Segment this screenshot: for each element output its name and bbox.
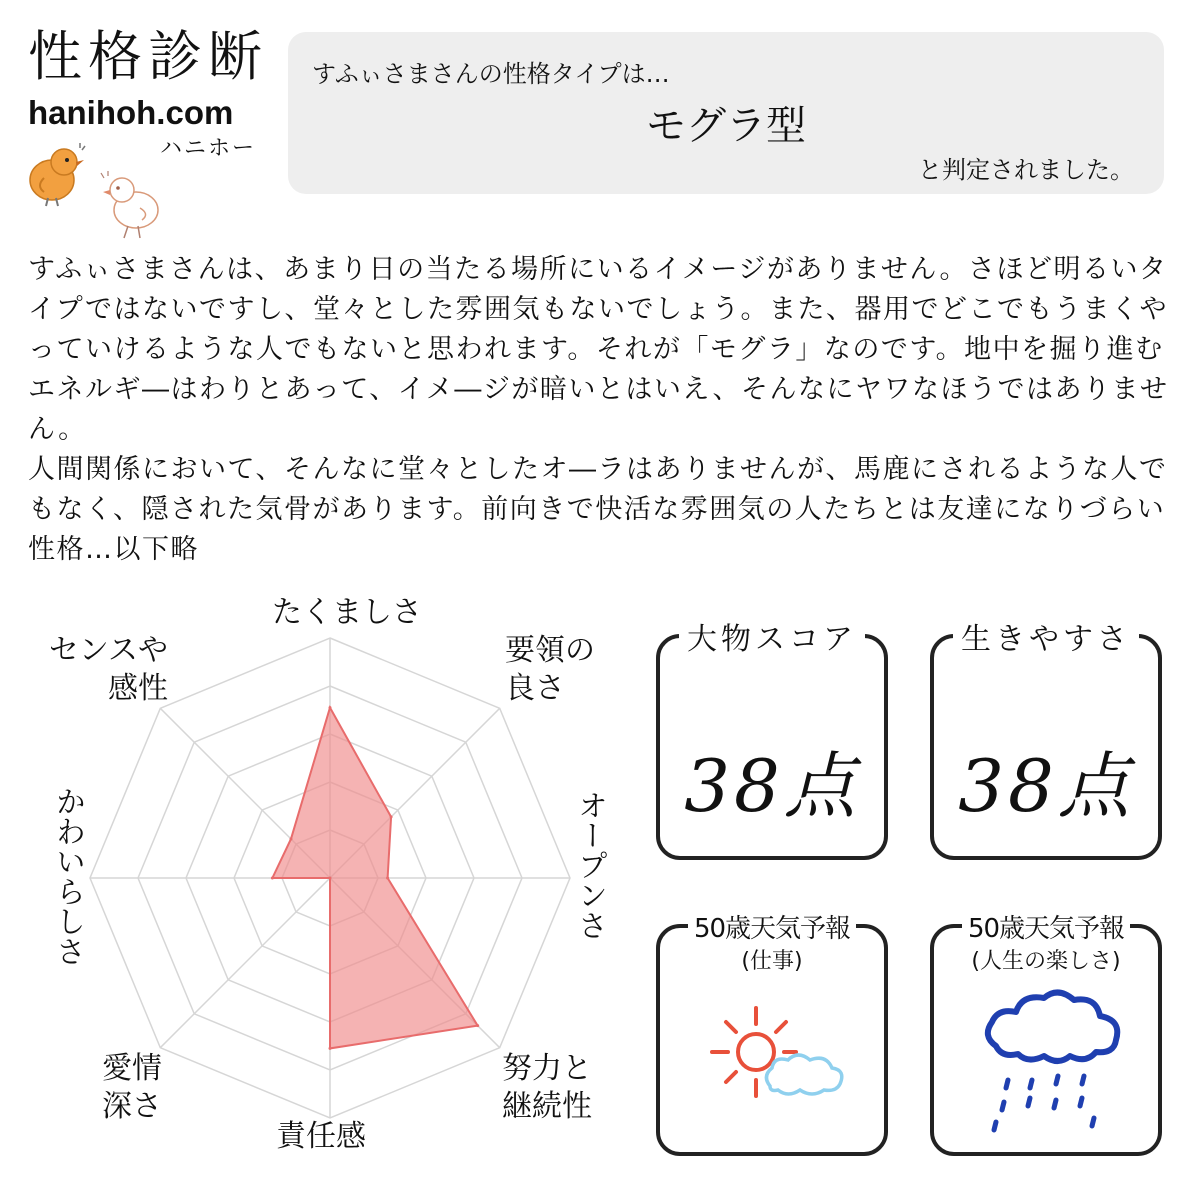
- radar-label-open: オープンさ: [572, 790, 607, 940]
- logo-kana: ハニホー: [160, 136, 257, 161]
- orange-chick-icon: [22, 142, 88, 208]
- radar-label-effort: 努力と継続性: [502, 1051, 592, 1124]
- radar-chart: [0, 590, 640, 1200]
- result-box: [288, 32, 1164, 194]
- radar-data-point: [476, 1024, 479, 1027]
- logo-title: 性格診断: [28, 25, 268, 88]
- radar-data-point: [329, 877, 332, 880]
- omono-score-value: 38点: [684, 744, 860, 828]
- description: [28, 250, 1178, 570]
- ikiyasusa-score-box: [930, 622, 1162, 860]
- personality-type: モグラ型: [646, 103, 806, 149]
- radar-data-point: [386, 877, 389, 880]
- logo-domain[interactable]: hanihoh.com: [28, 94, 234, 131]
- radar-data-point: [390, 815, 393, 818]
- radar-data-point: [329, 706, 332, 709]
- omono-score-title: 大物スコア: [679, 622, 865, 657]
- radar-label-tough: たくましさ: [272, 595, 422, 630]
- radar-data-point: [289, 837, 292, 840]
- work-forecast-title: 50歳天気予報: [688, 914, 856, 944]
- life-forecast-box: [930, 914, 1162, 1156]
- radar-data-point: [271, 877, 274, 880]
- radar-label-cute: かわいらしさ: [50, 786, 85, 966]
- description-paragraph: 人間関係において、そんなに堂々としたオ―ラはありませんが、馬鹿にされるような人でもなく、隠された気骨があります。前向きで快活な雰囲気の人たちとは友達になりづらい性格…以下略: [28, 454, 1168, 565]
- radar-label-responsibility: 責任感: [276, 1119, 366, 1154]
- result-intro: すふぃさまさんの性格タイプは…: [312, 60, 670, 88]
- white-chick-icon: [100, 170, 166, 242]
- life-forecast-title: 50歳天気予報: [962, 914, 1130, 944]
- work-forecast-subtitle: (仕事): [741, 949, 803, 974]
- radar-label-affection: 愛情深さ: [102, 1051, 162, 1124]
- ikiyasusa-score-value: 38点: [958, 744, 1134, 828]
- radar-data-point: [329, 1047, 332, 1050]
- description-paragraph: すふぃさまさんは、あまり日の当たる場所にいるイメージがありません。さほど明るいタイプではないですし、堂々とした雰囲気もないでしょう。また、器用でどこでもうまくやっていけるような人でもないと思われます。それが「モグラ」なのです。地中を掘り進むエネルギ―はわりとあって、イメ―ジが暗いとはいえ、そんなにヤワなほうではありません。: [28, 254, 1169, 445]
- rain-cloud-icon: [974, 984, 1134, 1134]
- result-outro: と判定されました。: [918, 156, 1134, 184]
- radar-label-shrewd: 要領の良さ: [505, 633, 595, 706]
- work-forecast-box: [656, 914, 888, 1156]
- sun-behind-cloud-icon: [704, 1000, 854, 1110]
- life-forecast-subtitle: (人生の楽しさ): [971, 949, 1121, 974]
- radar-label-sense: センスや感性: [48, 633, 168, 706]
- ikiyasusa-score-title: 生きやすさ: [953, 622, 1139, 657]
- omono-score-box: [656, 622, 888, 860]
